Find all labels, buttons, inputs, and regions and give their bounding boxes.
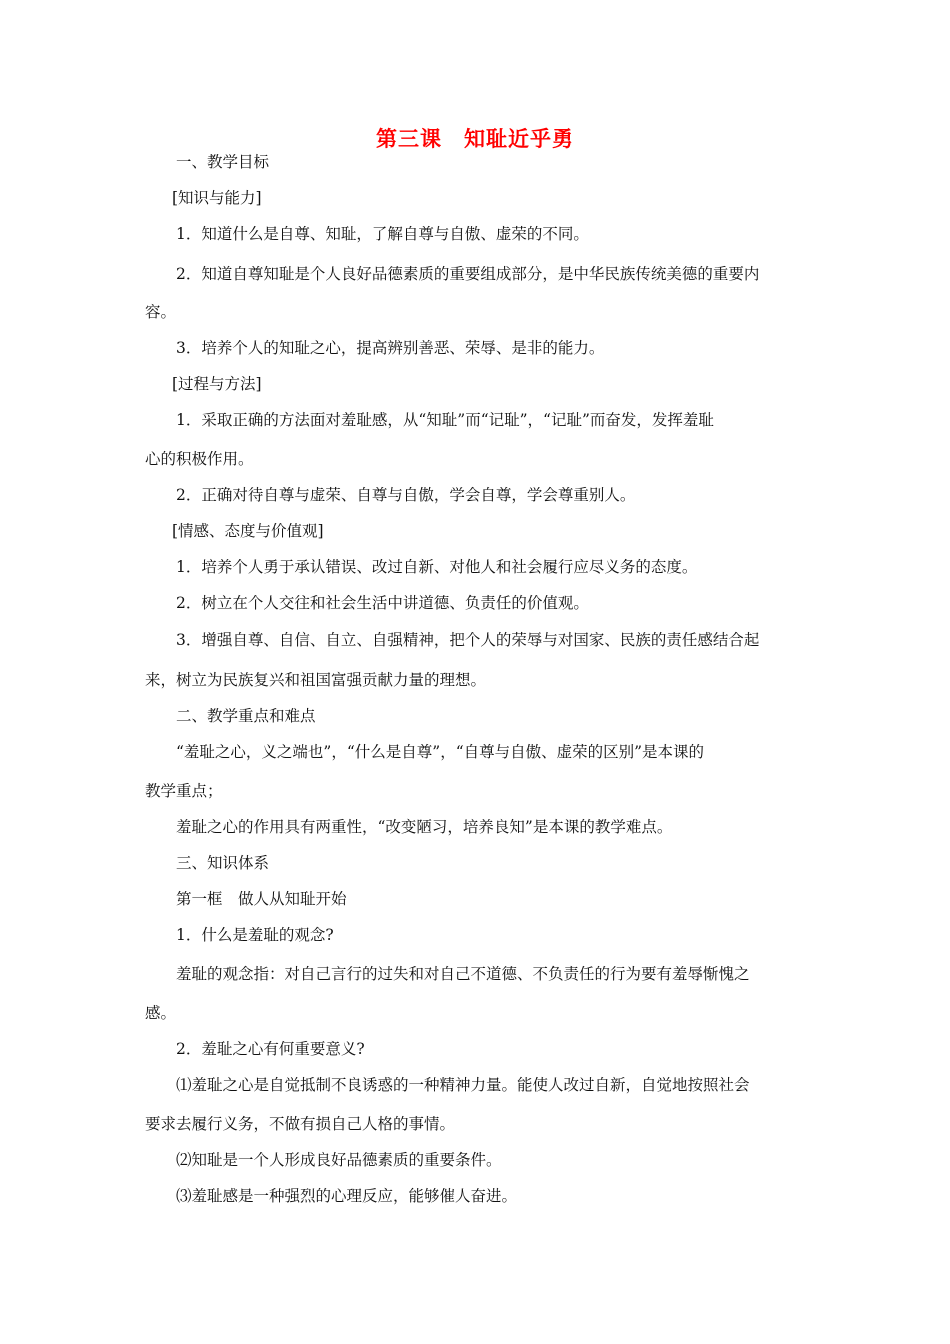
text-line: 来，树立为民族复兴和祖国富强贡献力量的理想。 [145,671,487,689]
text-line: 2．羞耻之心有何重要意义? [176,1040,365,1058]
lesson-title: 第三课 知耻近乎勇 [376,127,574,151]
text-line: [知识与能力] [172,189,262,207]
text-line: ⑵知耻是一个人形成良好品德素质的重要条件。 [176,1151,502,1169]
text-line: 一、教学目标 [176,153,270,171]
text-line: 3．增强自尊、自信、自立、自强精神，把个人的荣辱与对国家、民族的责任感结合起 [176,631,760,649]
text-line: “羞耻之心，义之端也”，“什么是自尊”，“自尊与自傲、虚荣的区别”是本课的 [176,743,705,761]
text-line: 教学重点； [145,782,223,800]
text-line: [情感、态度与价值观] [172,522,324,540]
text-line: 1．采取正确的方法面对羞耻感，从“知耻”而“记耻”，“记耻”而奋发，发挥羞耻 [176,411,714,429]
text-line: 容。 [145,303,177,321]
text-line: 二、教学重点和难点 [176,707,316,725]
text-line: 要求去履行义务，不做有损自己人格的事情。 [145,1115,456,1133]
text-line: 感。 [145,1004,177,1022]
text-line: 第一框 做人从知耻开始 [176,890,347,908]
text-line: 2．正确对待自尊与虚荣、自尊与自傲，学会自尊，学会尊重别人。 [176,486,636,504]
text-line: [过程与方法] [172,375,262,393]
text-line: 3．培养个人的知耻之心，提高辨别善恶、荣辱、是非的能力。 [176,339,605,357]
text-line: 三、知识体系 [176,854,270,872]
text-line: 羞耻的观念指：对自己言行的过失和对自己不道德、不负责任的行为要有羞辱惭愧之 [176,965,750,983]
text-line: 心的积极作用。 [145,450,254,468]
text-line: 1．培养个人勇于承认错误、改过自新、对他人和社会履行应尽义务的态度。 [176,558,698,576]
text-line: 1．什么是羞耻的观念? [176,926,334,944]
text-line: 1．知道什么是自尊、知耻，了解自尊与自傲、虚荣的不同。 [176,225,589,243]
text-line: 2．知道自尊知耻是个人良好品德素质的重要组成部分，是中华民族传统美德的重要内 [176,265,760,283]
text-line: ⑴羞耻之心是自觉抵制不良诱惑的一种精神力量。能使人改过自新，自觉地按照社会 [176,1076,750,1094]
text-line: 2．树立在个人交往和社会生活中讲道德、负责任的价值观。 [176,594,589,612]
text-line: 羞耻之心的作用具有两重性，“改变陋习，培养良知”是本课的教学难点。 [176,818,673,836]
text-line: ⑶羞耻感是一种强烈的心理反应，能够催人奋进。 [176,1187,518,1205]
